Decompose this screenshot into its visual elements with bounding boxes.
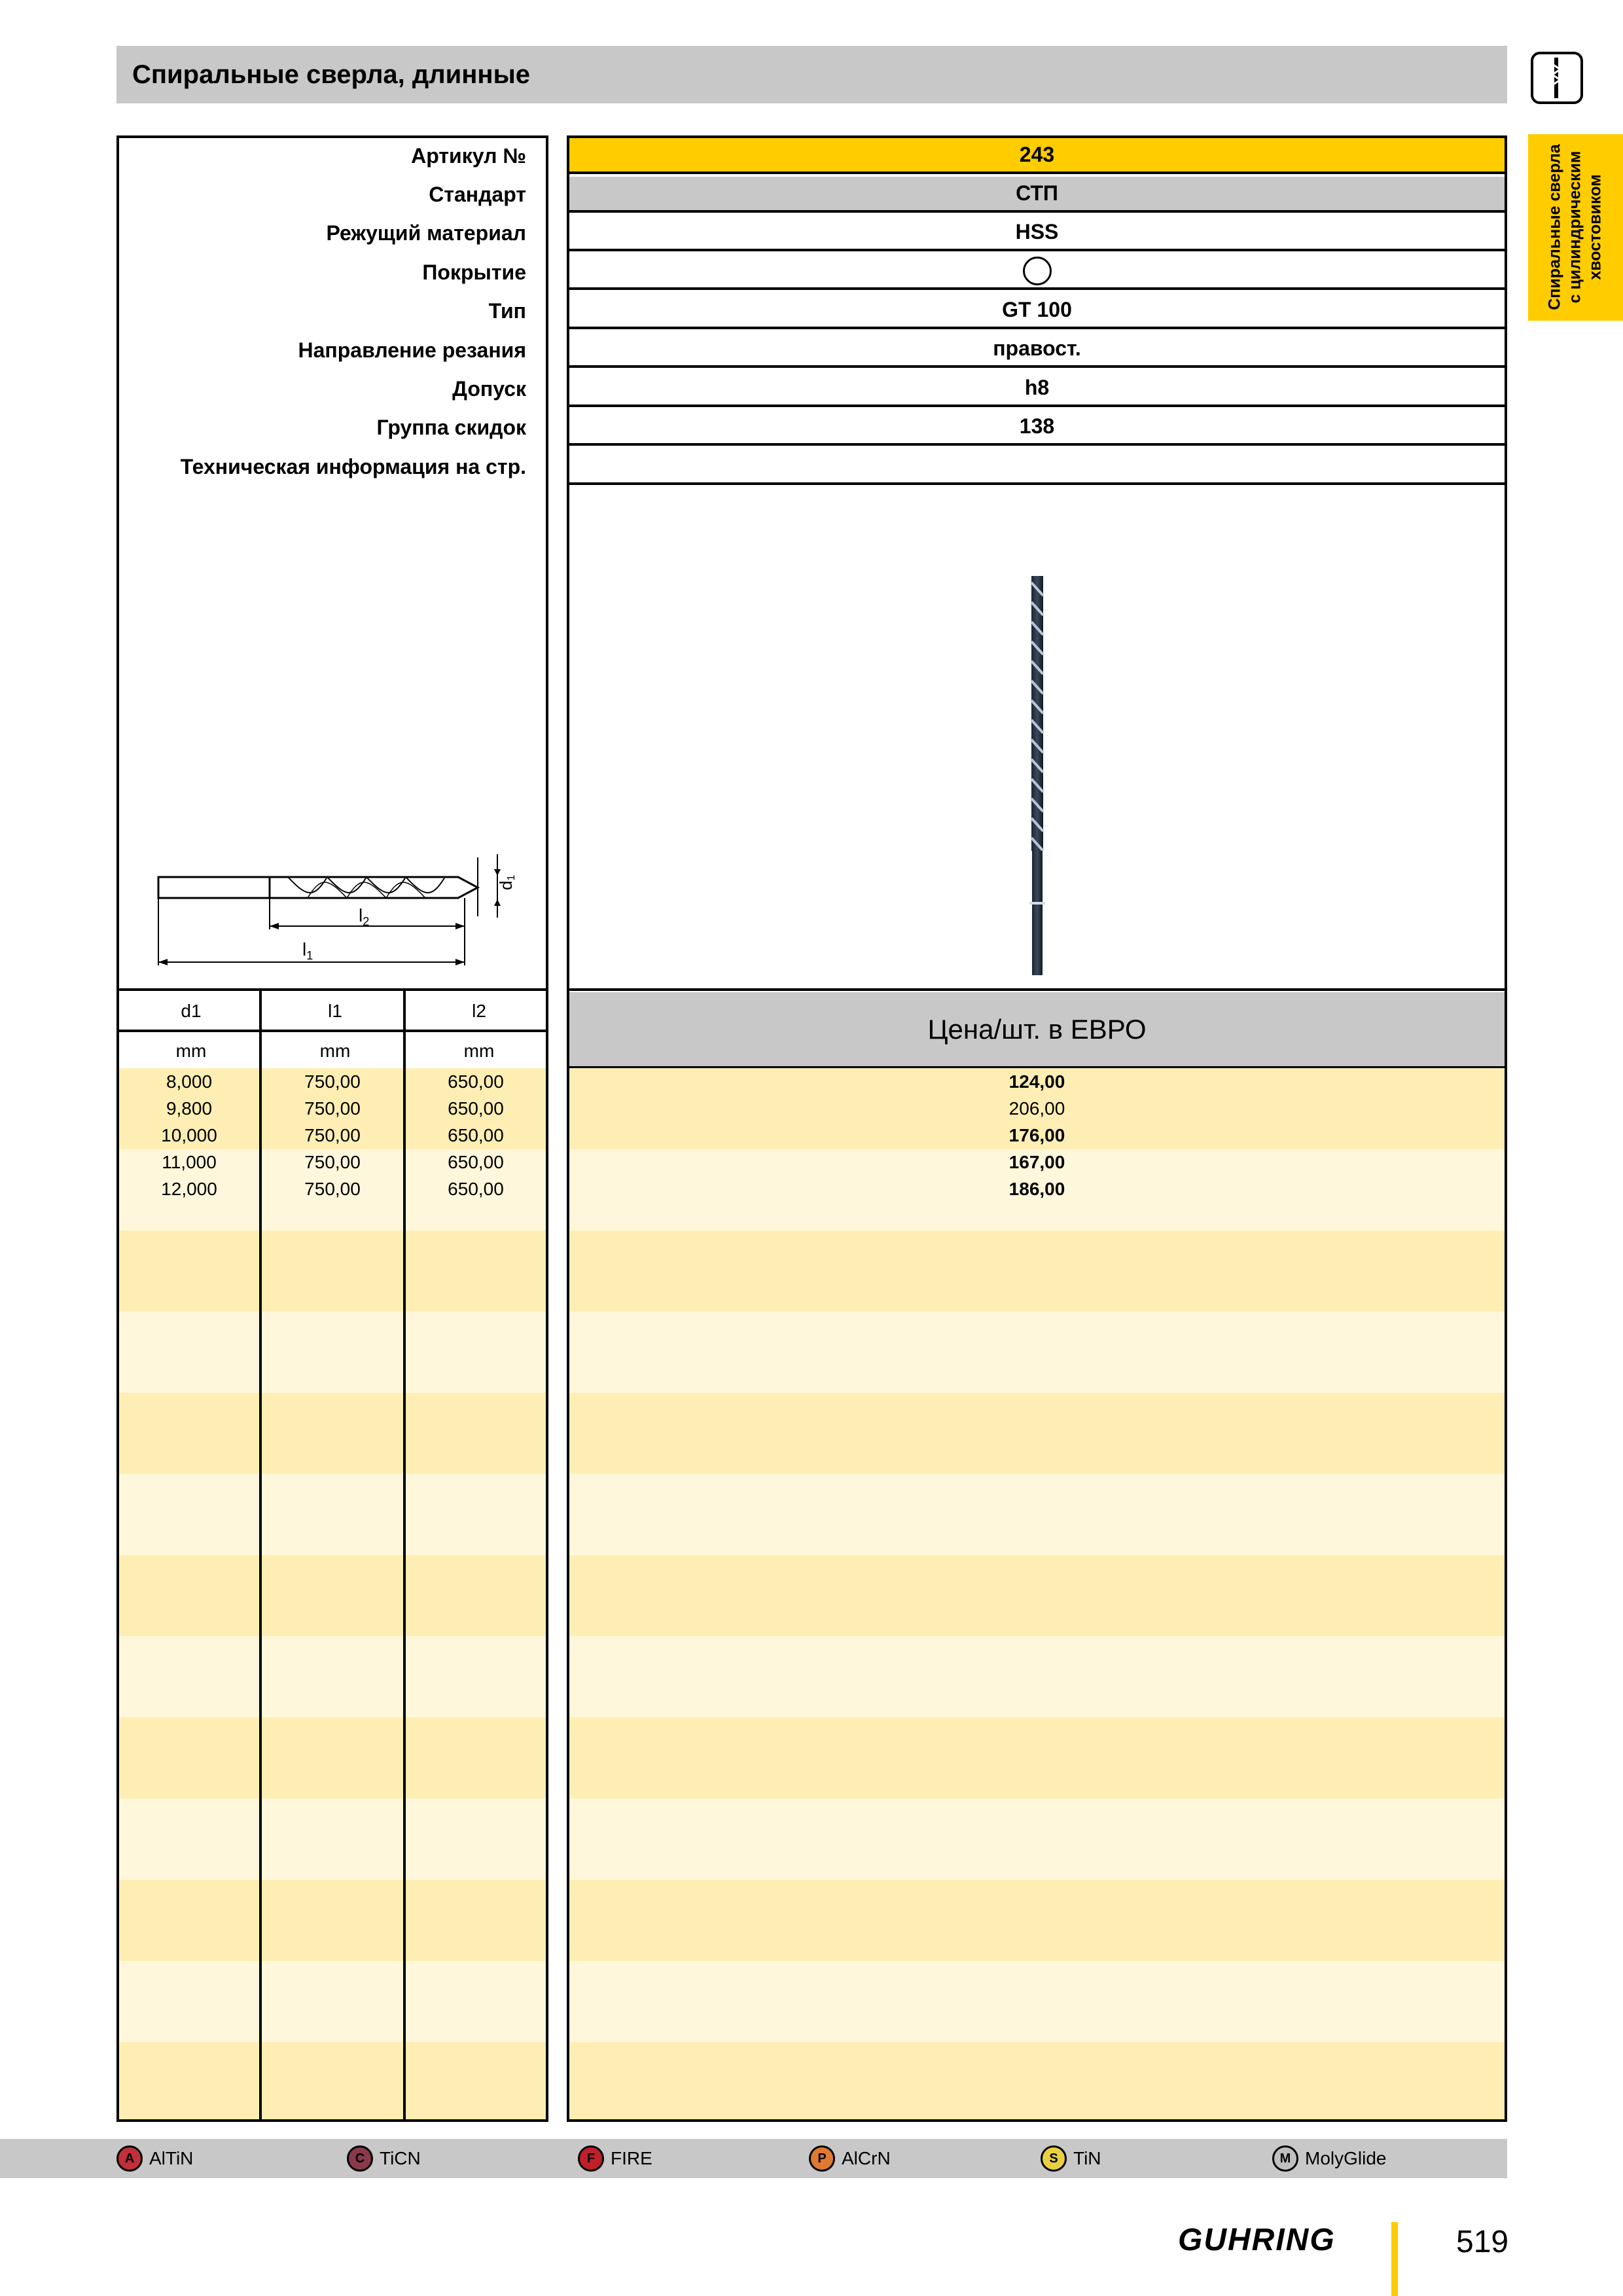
value-tolerance: h8 [569, 371, 1505, 407]
legend-label: AlCrN [842, 2148, 891, 2168]
drill-dimension-diagram [151, 844, 530, 975]
column-divider [259, 989, 262, 2122]
value-direction: правост. [569, 332, 1505, 368]
legend-item [578, 2139, 652, 2178]
column-divider [403, 989, 406, 2122]
value-standard: СТП [569, 177, 1505, 213]
drill-product-image [1021, 576, 1054, 975]
brand-logo: GUHRING [1178, 2223, 1336, 2257]
row-band-right [569, 1312, 1505, 1393]
value-tech-info[interactable] [569, 449, 1505, 485]
label-article: Артикул № [411, 144, 526, 168]
diagram-d1-sub: 1 [506, 874, 517, 881]
cell-d1: 9,800 [166, 1098, 213, 1119]
row-band-left [119, 1474, 546, 1555]
legend-item [116, 2139, 193, 2178]
cell-price: 124,00 [1008, 1071, 1065, 1092]
row-band-right [569, 1636, 1505, 1717]
cell-d1: 11,000 [162, 1152, 217, 1172]
value-coating [569, 254, 1505, 290]
cell-d1: 12,000 [161, 1179, 217, 1199]
divider [119, 988, 546, 991]
row-band-right [569, 1555, 1505, 1636]
cell-l2: 650,00 [448, 1179, 504, 1199]
row-band-right [569, 1717, 1505, 1799]
row-band-left [119, 1799, 546, 1880]
altin-icon: A [116, 2145, 143, 2172]
legend-label: AlTiN [149, 2148, 194, 2168]
row-band-right [569, 1474, 1505, 1555]
col-header-l1: l1 [328, 1001, 342, 1021]
value-material: HSS [569, 215, 1505, 251]
divider [569, 988, 1505, 991]
alcrn-icon: P [809, 2145, 835, 2172]
row-band-left [119, 1555, 546, 1636]
diagram-l2-label: l [359, 905, 363, 925]
unit-l1: mm [319, 1041, 351, 1061]
label-coating: Покрытие [422, 260, 526, 284]
diagram-l1-sub: 1 [306, 949, 313, 962]
legend-label: FIRE [611, 2148, 652, 2168]
section-tab-line-3: хвостовиком [1586, 174, 1605, 280]
footer-accent-line [1391, 2222, 1398, 2296]
value-type: GT 100 [569, 293, 1505, 329]
col-header-d1: d1 [181, 1001, 202, 1021]
section-tab[interactable] [1528, 134, 1623, 321]
label-type: Тип [488, 299, 526, 323]
label-discount-group: Группа скидок [376, 416, 526, 439]
label-standard: Стандарт [429, 183, 526, 206]
section-tab-label [1545, 144, 1606, 310]
coating-legend [0, 2139, 1507, 2178]
legend-label: TiN [1073, 2148, 1101, 2168]
legend-item [347, 2139, 421, 2178]
page-number: 519 [1456, 2225, 1509, 2259]
fire-icon: F [578, 2145, 604, 2172]
cell-l1: 750,00 [304, 1125, 361, 1145]
cell-l1: 750,00 [304, 1179, 361, 1199]
col-header-l2: l2 [472, 1001, 486, 1021]
cell-price: 206,00 [1008, 1098, 1065, 1119]
section-tab-line-2: с цилиндрическим [1565, 151, 1584, 304]
molyglide-icon: M [1272, 2145, 1298, 2172]
svg-text:l2 [359, 905, 369, 928]
diagram-l2-sub: 2 [363, 915, 370, 928]
row-band-left [119, 1393, 546, 1474]
ticn-icon: C [347, 2145, 373, 2172]
row-band-left [119, 1880, 546, 1961]
row-band-left [119, 1636, 546, 1717]
cell-price: 186,00 [1008, 1179, 1065, 1199]
value-discount-group: 138 [569, 410, 1505, 446]
cell-d1: 8,000 [166, 1071, 213, 1092]
cell-l2: 650,00 [448, 1098, 504, 1119]
row-band-right [569, 1880, 1505, 1961]
row-band-left [119, 1312, 546, 1393]
legend-label: TiCN [380, 2148, 421, 2168]
row-band-left [119, 1230, 546, 1312]
label-direction: Направление резания [298, 338, 526, 362]
cell-l2: 650,00 [448, 1152, 504, 1172]
cell-l1: 750,00 [304, 1098, 361, 1119]
cell-l1: 750,00 [304, 1152, 361, 1172]
svg-text:d1 [496, 875, 517, 890]
row-band-right [569, 2042, 1505, 2119]
svg-text:l1 [302, 939, 313, 962]
unit-d1: mm [175, 1041, 207, 1061]
section-tab-line-1: Спиральные сверла [1545, 144, 1564, 310]
legend-item [1041, 2139, 1101, 2178]
row-band-right [569, 1230, 1505, 1312]
row-band-left [119, 2042, 546, 2119]
value-article: 243 [569, 138, 1505, 174]
cell-d1: 10,000 [161, 1125, 217, 1145]
cell-l2: 650,00 [448, 1125, 504, 1145]
diagram-d1-label: d [496, 880, 516, 890]
cell-price: 176,00 [1008, 1125, 1065, 1145]
legend-item [1272, 2139, 1386, 2178]
tin-icon: S [1041, 2145, 1067, 2172]
diagram-l1-label: l [302, 939, 307, 960]
page-title: Спиральные сверла, длинные [132, 60, 530, 89]
cell-price: 167,00 [1008, 1152, 1065, 1172]
uncoated-icon [1023, 257, 1052, 285]
drill-category-icon [1530, 51, 1584, 105]
row-band-left [119, 1961, 546, 2042]
price-column-header: Цена/шт. в ЕВРО [569, 992, 1505, 1069]
label-tolerance: Допуск [452, 377, 526, 401]
row-band-right [569, 1393, 1505, 1474]
legend-item [809, 2139, 891, 2178]
label-tech-info: Техническая информация на стр. [180, 455, 526, 478]
label-material: Режущий материал [326, 221, 526, 245]
row-band-left [119, 1717, 546, 1799]
cell-l2: 650,00 [448, 1071, 504, 1092]
row-band-right [569, 1961, 1505, 2042]
row-band-right [569, 1799, 1505, 1880]
legend-label: MolyGlide [1305, 2148, 1387, 2168]
cell-l1: 750,00 [304, 1071, 361, 1092]
page-header [116, 46, 1507, 103]
unit-l2: mm [463, 1041, 495, 1061]
